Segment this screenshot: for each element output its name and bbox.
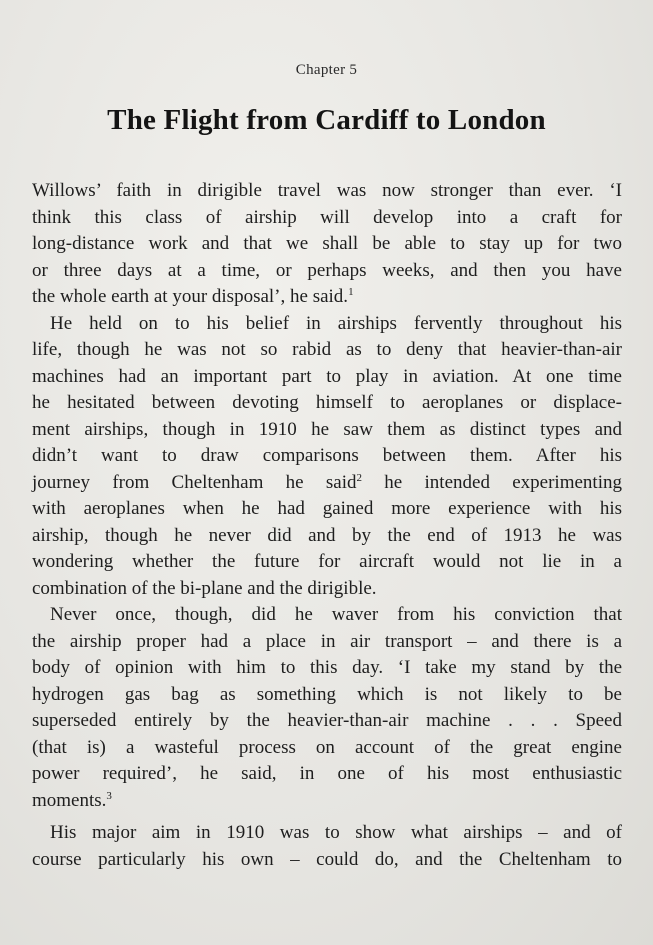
text-line: with aeroplanes when he had gained more experience with his: [32, 498, 622, 519]
text-line: power required’, he said, in one of his most enthusiastic: [32, 763, 622, 784]
chapter-body: [32, 178, 622, 873]
text-line: machines had an important part to play in aviation. At one time: [32, 365, 622, 387]
text-line: think this class of airship will develop into a craft for: [32, 206, 622, 228]
text-line: the airship proper had a place in air transport – and there is a: [32, 630, 622, 652]
text-line: didn’t want to draw comparisons between them. After his: [32, 445, 622, 466]
text-line: [32, 788, 622, 815]
paragraph: [32, 311, 622, 603]
paragraph: [32, 178, 622, 311]
text-line: [32, 470, 622, 497]
text-line: life, though he was not so rabid as to deny that heavier-than-air: [32, 339, 622, 360]
text-line: he hesitated between devoting himself to aeroplanes or displace-: [32, 392, 622, 413]
text-line: Willows’ faith in dirigible travel was now stronger than ever. ‘I: [32, 180, 622, 201]
text-fragment: he intended experimenting: [362, 471, 622, 493]
chapter-title: The Flight from Cardiff to London: [107, 104, 546, 136]
text-line: Never once, though, did he waver from his conviction that: [50, 604, 622, 625]
paragraph: [32, 602, 622, 814]
text-fragment: moments.: [32, 789, 107, 811]
text-line: (that is) a wasteful process on account of the great engine: [32, 736, 622, 758]
text-line: airship, though he never did and by the end of 1913 he was: [32, 524, 622, 546]
text-line: He held on to his belief in airships fervently throughout his: [50, 312, 622, 334]
text-line: hydrogen gas bag as something which is not likely to be: [32, 683, 622, 705]
text-line: [32, 284, 622, 311]
chapter-number: Chapter 5: [295, 62, 358, 78]
text-line: His major aim in 1910 was to show what airships – and of: [50, 822, 622, 843]
text-line: wondering whether the future for aircraft would not lie in a: [32, 551, 622, 572]
text-line: course particularly his own – could do, and the Cheltenham to: [32, 848, 622, 870]
footnote-ref: 1: [348, 286, 354, 298]
text-line: combination of the bi-plane and the dirigible.: [32, 577, 377, 599]
text-line: body of opinion with him to this day. ‘I take my stand by the: [32, 657, 622, 678]
text-line: or three days at a time, or perhaps weeks, and then you have: [32, 259, 622, 281]
footnote-ref: 2: [356, 471, 362, 484]
paragraph: [32, 820, 622, 873]
text-line: long-distance work and that we shall be able to stay up for two: [32, 233, 622, 254]
text-line: superseded entirely by the heavier-than-air machine . . . Speed: [32, 710, 622, 731]
text-fragment: journey from Cheltenham he said: [32, 471, 357, 493]
text-fragment: the whole earth at your disposal’, he said.: [32, 286, 349, 307]
footnote-ref: 3: [106, 789, 112, 802]
text-line: ment airships, though in 1910 he saw them as distinct types and: [32, 418, 622, 440]
